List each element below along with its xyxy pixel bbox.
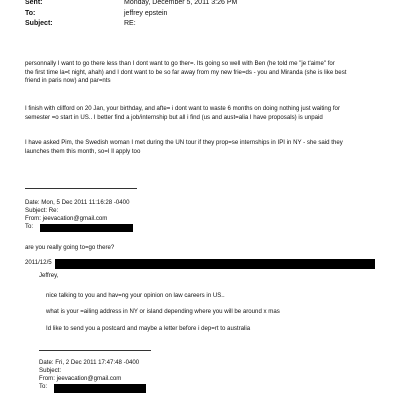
paragraph-line: I have asked Pim, the Swedish woman I met during the UN tour if they prop=se internships in IPI in NY - she said they <box>25 139 343 146</box>
quote3-subject: Subject: <box>39 367 62 374</box>
redaction-box <box>55 259 375 269</box>
quote1-subject: Subject: Re: <box>25 207 59 214</box>
subject-label: Subject: <box>25 20 53 27</box>
paragraph-line: semester =o start in US.. I better find a job/internship but all i find (us and aust=alia I have proposals) is unpaid <box>25 113 323 121</box>
subject-value: RE: <box>124 20 136 27</box>
quote2-date-prefix: 2011/12/5 <box>25 259 52 266</box>
sent-label: Sent: <box>25 0 43 6</box>
paragraph-line: launches them this month, so=I ll apply too <box>25 147 141 155</box>
quote3-from: From: jeevacation@gmail.com <box>39 375 122 382</box>
body-paragraph-2 <box>25 105 380 122</box>
quote2-line2: what is your =ailing address in NY or island depending where you will be around x mas <box>46 308 280 315</box>
quote1-to: To: <box>25 223 34 230</box>
quote2-greeting: Jeffrey, <box>39 272 59 279</box>
redaction-box <box>54 384 146 393</box>
to-label: To: <box>25 10 36 17</box>
quote2-line1: nice talking to you and hav=ng your opinion on law careers in US.. <box>46 292 225 299</box>
body-paragraph-3 <box>25 139 380 156</box>
quote1-message: are you really going to=go there? <box>25 244 115 251</box>
quote-divider <box>25 188 137 189</box>
quote-divider <box>39 350 151 351</box>
paragraph-line: the first time la=t night, ahah) and I dont want to be so far away from my new frie=ds - you and Miranda (she is like best <box>25 68 347 76</box>
body-paragraph-1 <box>25 60 380 86</box>
quote3-date: Date: Fri, 2 Dec 2011 17:47:48 -0400 <box>39 359 140 366</box>
redaction-box <box>40 224 133 232</box>
quote1-date: Date: Mon, 5 Dec 2011 11:16:28 -0400 <box>25 199 130 206</box>
sent-value: Monday, December 5, 2011 3:26 PM <box>124 0 238 6</box>
paragraph-line: friend in paris now) and par=nts <box>25 77 111 85</box>
paragraph-line: personnally I want to go there less than I dont want to go ther=. Its going so well with Ben (he told me "je t'aime" for <box>25 60 335 67</box>
quote1-from: From: jeevacation@gmail.com <box>25 215 108 222</box>
quote3-to: To: <box>39 383 48 390</box>
paragraph-line: I finish with clifford on 20 Jan, your birthday, and afte= i dont want to waste 6 months on doing nothing just waiting for <box>25 105 340 112</box>
to-value: jeffrey epstein <box>124 10 168 17</box>
quote2-line3: Id like to send you a postcard and maybe a letter before i dep=rt to australia <box>46 325 251 332</box>
